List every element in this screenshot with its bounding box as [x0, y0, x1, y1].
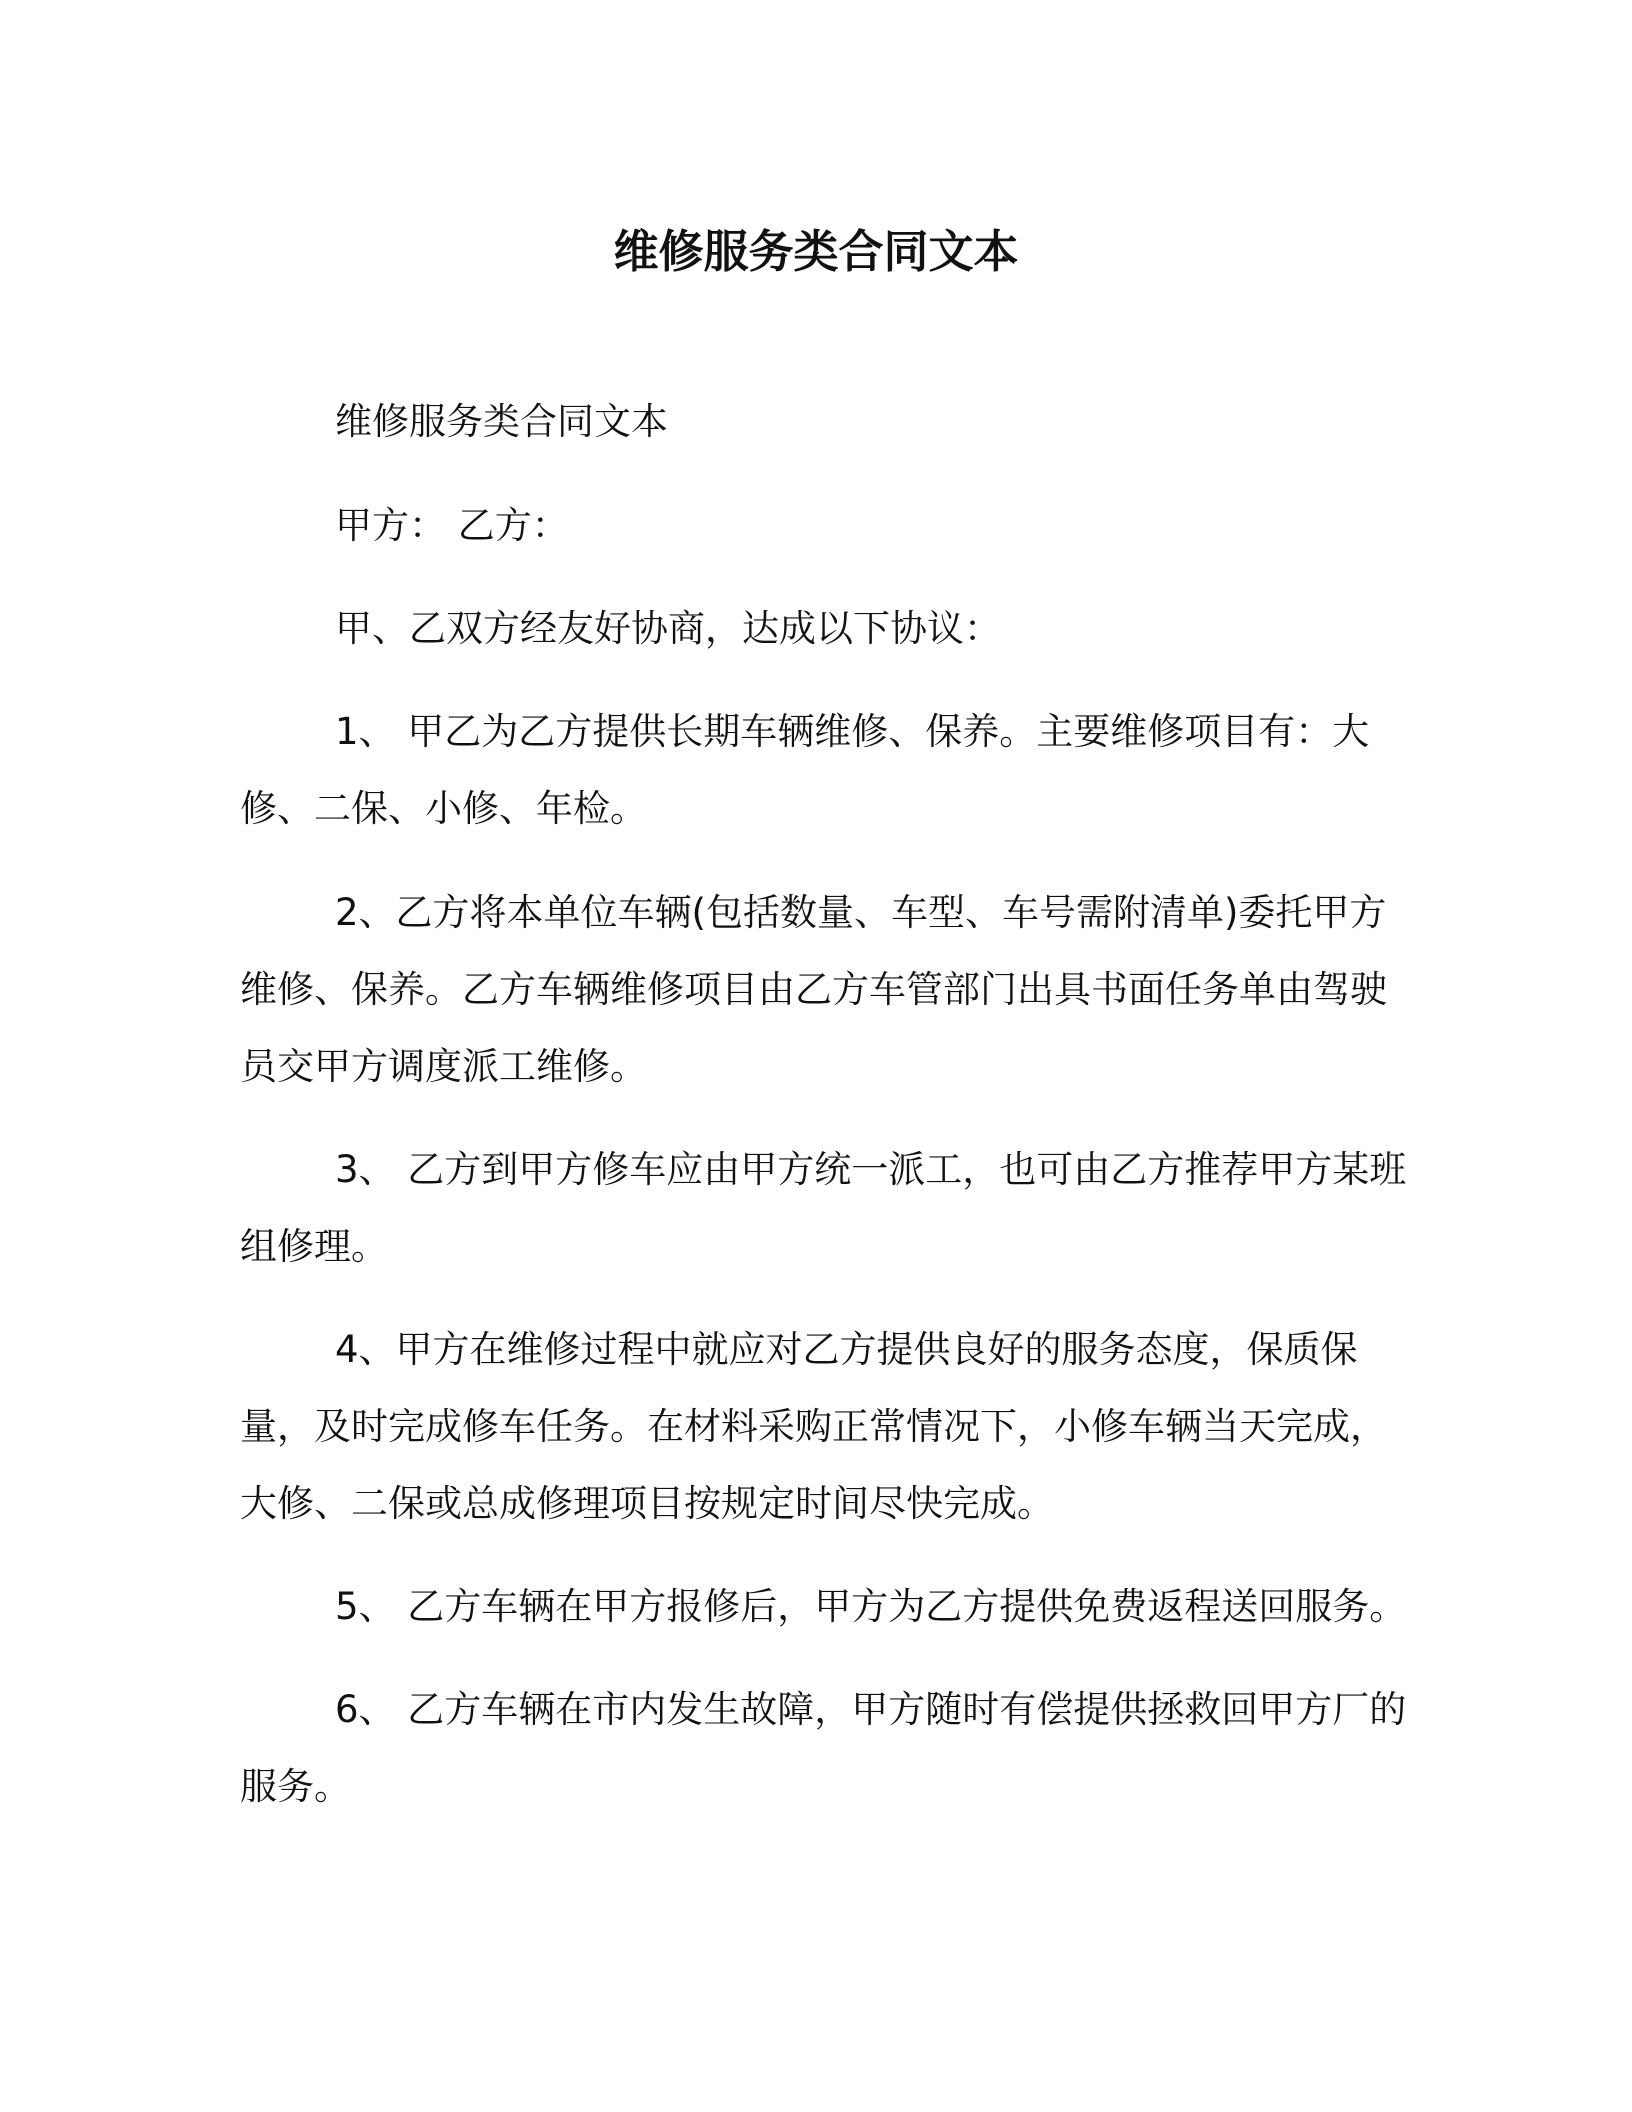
- paragraph-subtitle: 维修服务类合同文本: [335, 400, 668, 443]
- clause-4: 4、甲方在维修过程中就应对乙方提供良好的服务态度，保质保量，及时完成修车任务。在材料采购正常情况下，小修车辆当天完成，大修、二保或总成修理项目按规定时间尽快完成。: [240, 1328, 1387, 1525]
- paragraph-parties: 甲方： 乙方：: [335, 504, 569, 547]
- clause-1: 1、 甲乙为乙方提供长期车辆维修、保养。主要维修项目有：大修、二保、小修、年检。: [240, 710, 1370, 830]
- clause-5: 5、 乙方车辆在甲方报修后，甲方为乙方提供免费返程送回服务。: [335, 1585, 1407, 1628]
- document-title: 维修服务类合同文本: [613, 225, 1019, 278]
- clause-3: 3、 乙方到甲方修车应由甲方统一派工，也可由乙方推荐甲方某班组修理。: [240, 1148, 1407, 1268]
- paragraph-intro: 甲、乙双方经友好协商，达成以下协议：: [335, 607, 1001, 650]
- clause-6: 6、 乙方车辆在市内发生故障，甲方随时有偿提供拯救回甲方厂的服务。: [240, 1688, 1407, 1808]
- clause-2: 2、乙方将本单位车辆(包括数量、车型、车号需附清单)委托甲方维修、保养。乙方车辆维修项目由乙方车管部门出具书面任务单由驾驶员交甲方调度派工维修。: [240, 891, 1387, 1088]
